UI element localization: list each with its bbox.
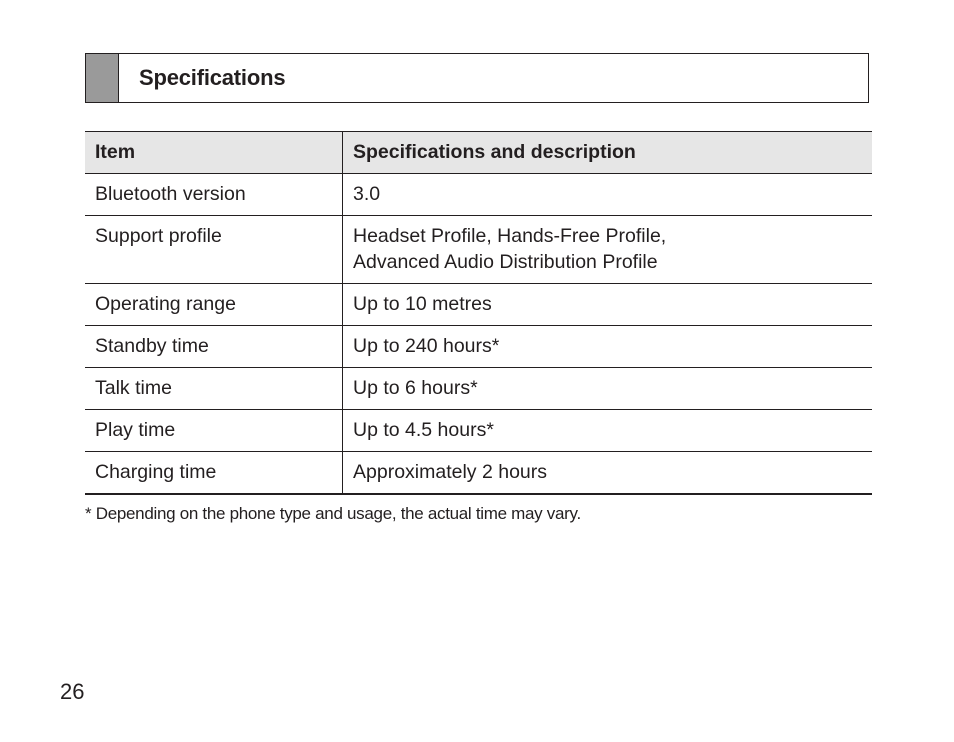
row-desc-bluetooth-version [343, 174, 873, 216]
section-title: Specifications [139, 65, 286, 90]
section-header [85, 53, 869, 103]
table-row [85, 368, 872, 410]
page-number: 26 [60, 679, 85, 704]
row-item-play-time: Play time [85, 410, 343, 452]
row-desc-standby-time [343, 326, 873, 368]
desc-line: Up to 240 hours* [353, 335, 500, 357]
table-header-row [85, 132, 872, 174]
footnote: * Depending on the phone type and usage, the actual time may vary. [85, 504, 581, 523]
desc-line: Approximately 2 hours [353, 461, 548, 483]
row-item-talk-time: Talk time [85, 368, 343, 410]
row-desc-talk-time [343, 368, 873, 410]
table-row [85, 326, 872, 368]
desc-line: Up to 10 metres [353, 293, 492, 315]
row-item-support-profile: Support profile [85, 216, 343, 284]
table-row [85, 452, 872, 495]
column-header-item: Item [85, 132, 343, 174]
section-marker [86, 54, 119, 102]
desc-line: Up to 4.5 hours* [353, 419, 494, 441]
row-desc-charging-time [343, 452, 873, 495]
row-item-charging-time: Charging time [85, 452, 343, 495]
column-header-description: Specifications and description [343, 132, 873, 174]
desc-line: Advanced Audio Distribution Profile [353, 251, 658, 273]
table-row [85, 216, 872, 284]
row-desc-play-time [343, 410, 873, 452]
table-row [85, 410, 872, 452]
row-desc-operating-range [343, 284, 873, 326]
row-desc-support-profile [343, 216, 873, 284]
table-row [85, 174, 872, 216]
row-item-operating-range: Operating range [85, 284, 343, 326]
specifications-table [85, 131, 872, 495]
row-item-bluetooth-version: Bluetooth version [85, 174, 343, 216]
desc-line: Up to 6 hours* [353, 377, 478, 399]
desc-line: Headset Profile, Hands-Free Profile, [353, 225, 667, 247]
table-row [85, 284, 872, 326]
desc-line: 3.0 [353, 183, 381, 205]
row-item-standby-time: Standby time [85, 326, 343, 368]
